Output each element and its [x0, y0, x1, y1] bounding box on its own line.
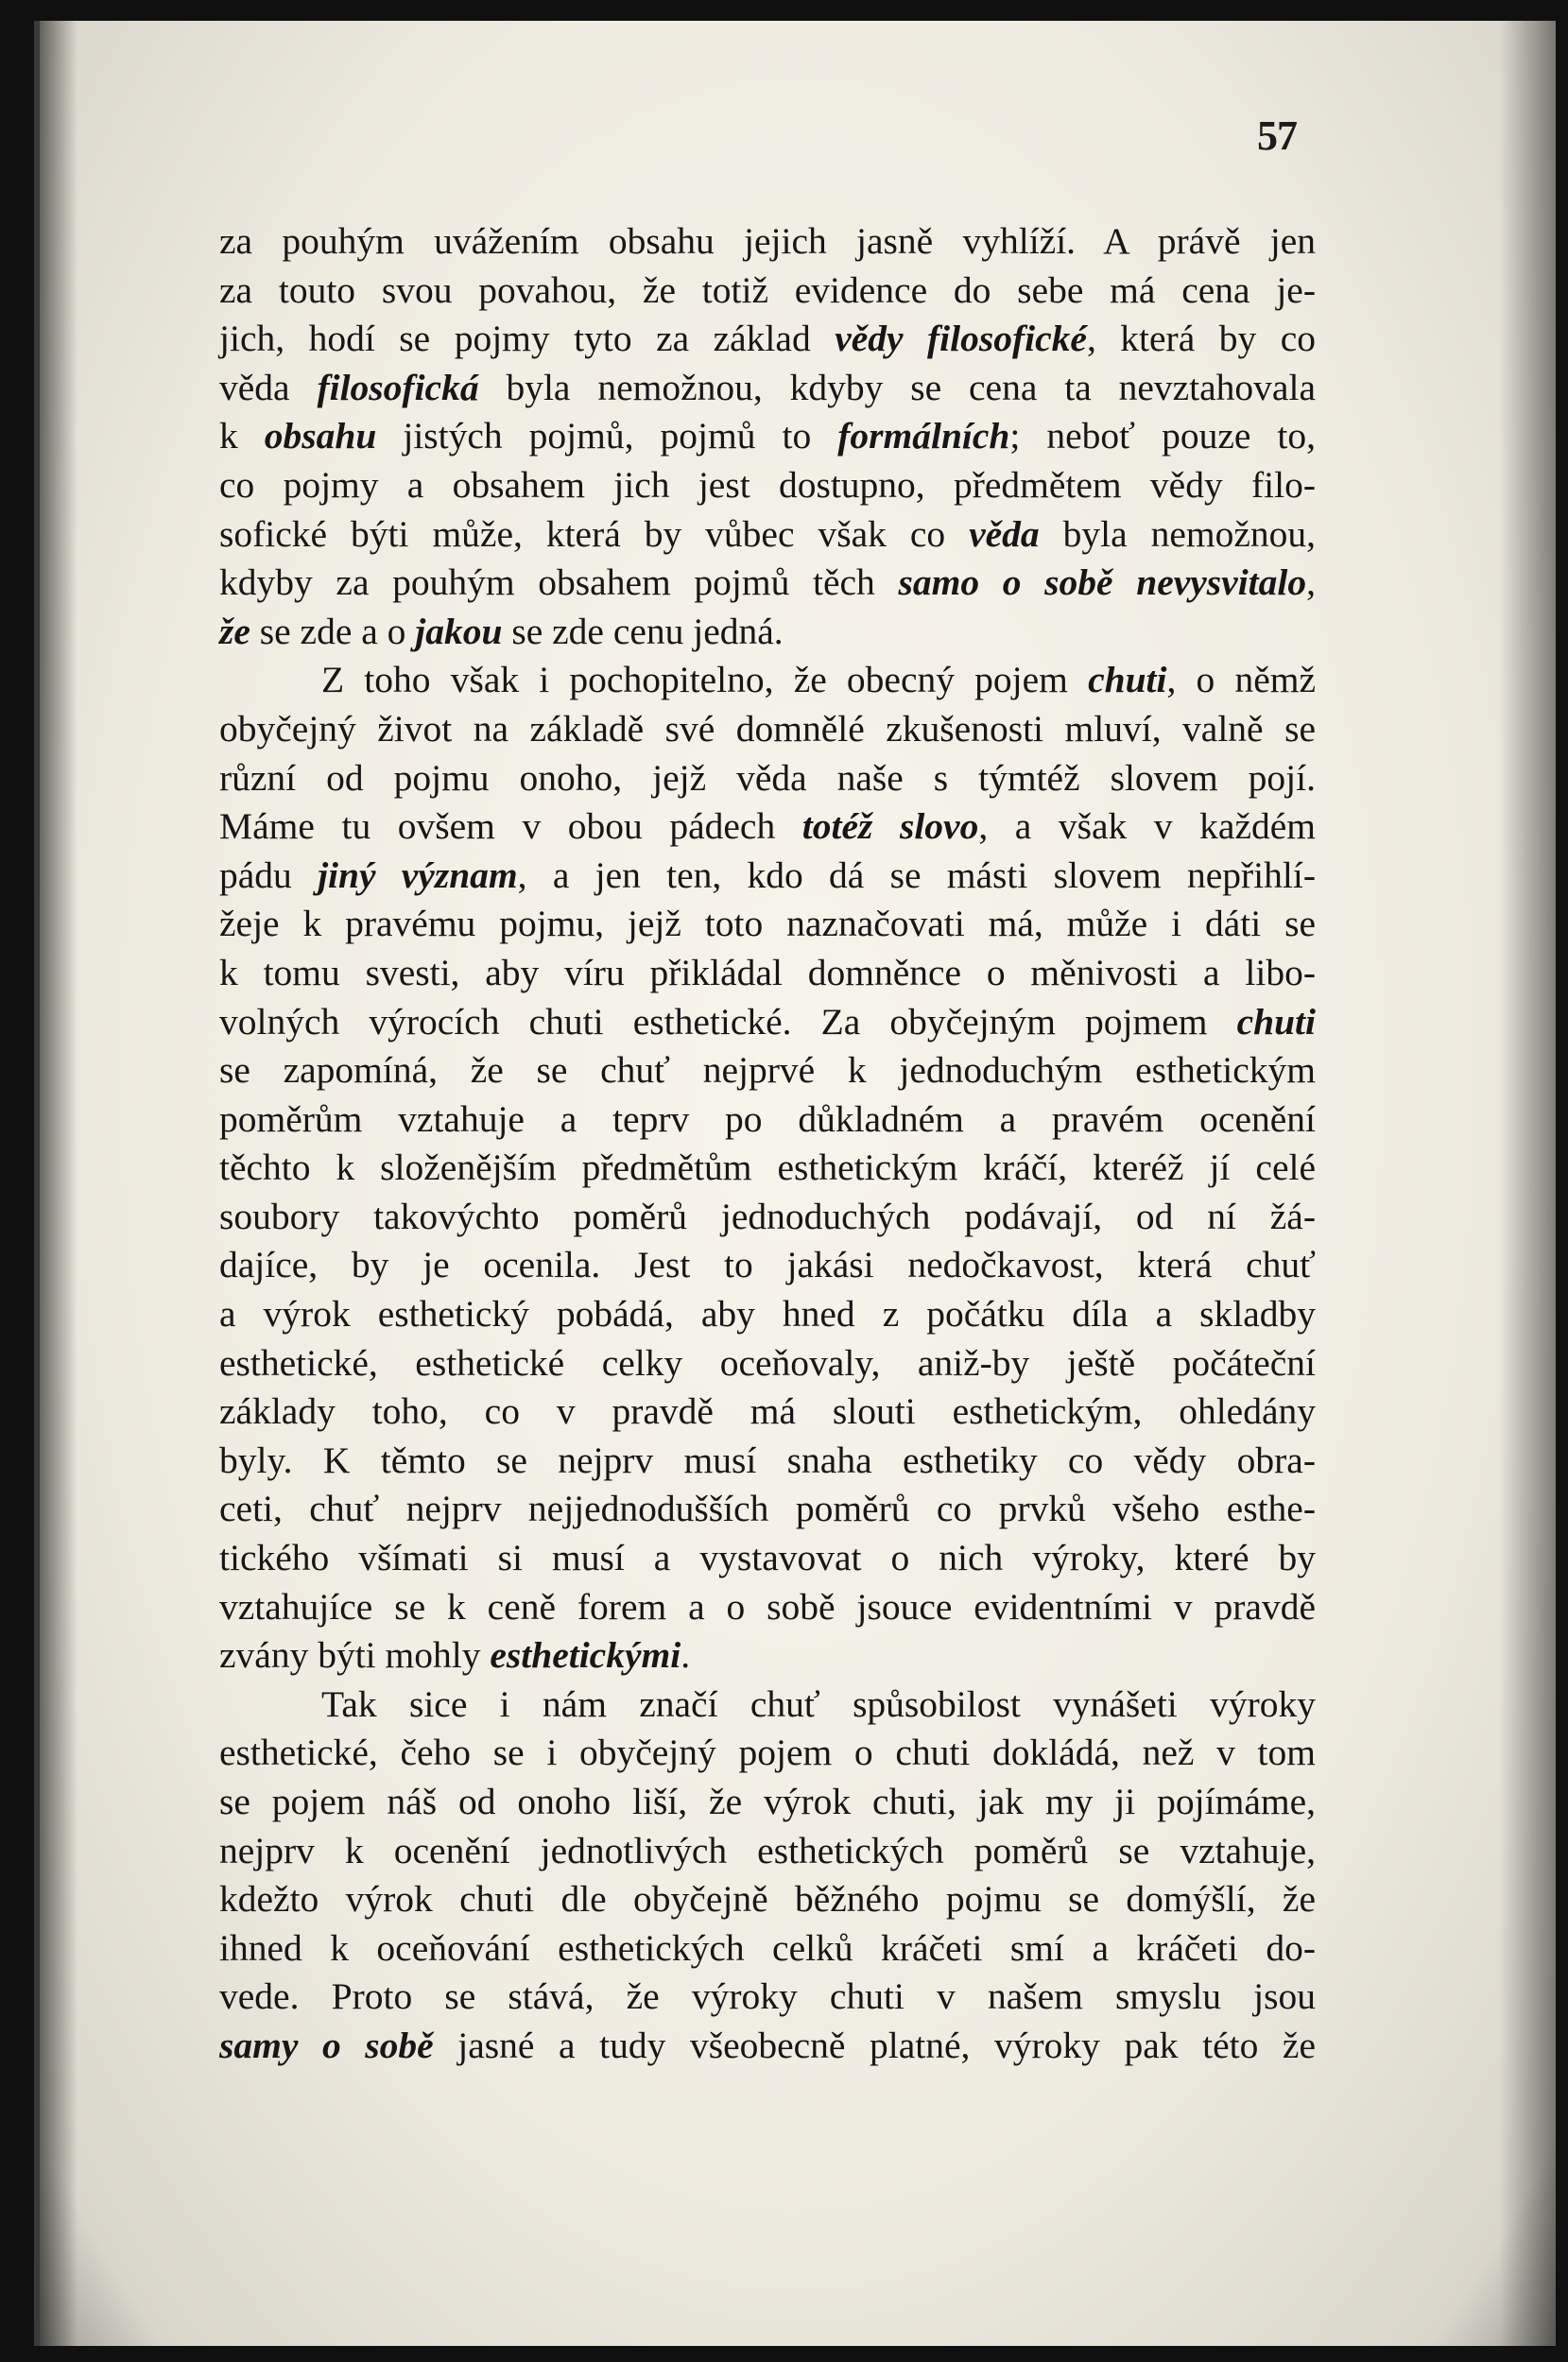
page-number: 57: [1257, 112, 1297, 159]
text-run: vztahujíce se k ceně forem a o sobě jsouce evidentními v pravdě: [219, 1585, 1316, 1628]
text-run: dajíce, by je ocenila. Jest to jakási nedočkavost, která chuť: [219, 1244, 1316, 1286]
text-run: žeje k pravému pojmu, jejž toto naznačovati má, může i dáti se: [219, 903, 1316, 945]
text-line: [219, 949, 1316, 998]
italic-run: jiný význam: [318, 853, 518, 896]
text-line: [219, 1924, 1316, 1974]
text-run: věda: [219, 366, 318, 408]
text-run: byla nemožnou,: [1039, 512, 1317, 555]
italic-run: chuti: [1088, 659, 1167, 701]
text-run: těchto k složenějším předmětům esthetickým kráčí, kteréž jí celé: [219, 1147, 1316, 1189]
text-run: jich, hodí se pojmy tyto za základ: [219, 318, 836, 360]
text-line: [219, 559, 1316, 608]
text-run: volných výrocích chuti esthetické. Za obyčejným pojmem: [219, 1000, 1237, 1043]
text-run: a výrok esthetický pobádá, aby hned z počátku díla a skladby: [219, 1293, 1316, 1336]
italic-run: esthetickými: [490, 1634, 681, 1677]
italic-run: vědy filosofické: [835, 318, 1087, 360]
text-run: ; neboť pouze to,: [1009, 415, 1316, 457]
text-run: Máme tu ovšem v obou pádech: [219, 805, 802, 848]
text-run: poměrům vztahuje a teprv po důkladném a pravém ocenění: [219, 1097, 1316, 1140]
text-run: , která by co: [1086, 318, 1316, 360]
text-line: [219, 217, 1316, 267]
italic-run: filosofická: [317, 366, 479, 408]
text-line: [219, 1875, 1316, 1924]
text-run: tického všímati si musí a vystavovat o nich výroky, které by: [219, 1537, 1316, 1579]
text-line: [219, 1534, 1316, 1583]
text-line: [219, 1485, 1316, 1534]
text-run: pádu: [219, 853, 319, 896]
text-line: [219, 656, 1316, 705]
text-line: [219, 2022, 1316, 2071]
text-line: [219, 267, 1316, 316]
edge-shadow: [1499, 21, 1556, 2346]
text-run: Tak sice i nám značí chuť spůsobilost vynášeti výroky: [321, 1682, 1316, 1725]
text-run: esthetické, esthetické celky oceňovaly, aniž-by ještě počáteční: [219, 1341, 1316, 1384]
text-line: [219, 1827, 1316, 1876]
text-line: [219, 1729, 1316, 1778]
text-line: [219, 1095, 1316, 1145]
italic-run: samy o sobě: [219, 2024, 434, 2066]
text-run: se zde cenu jedná.: [502, 610, 784, 652]
text-run: , a však v každém: [978, 805, 1317, 848]
text-run: obyčejný život na základě své domnělé zkušenosti mluví, valně se: [219, 707, 1316, 750]
text-run: ,: [1306, 561, 1316, 604]
text-line: [219, 1339, 1316, 1388]
text-line: [219, 315, 1316, 364]
text-run: k: [219, 415, 265, 457]
text-line: [219, 1193, 1316, 1242]
text-line: [219, 510, 1316, 560]
text-line: [219, 998, 1316, 1047]
text-run: .: [681, 1634, 691, 1677]
text-line: [219, 1631, 1316, 1681]
text-line: [219, 754, 1316, 803]
body-text: [219, 217, 1316, 2071]
text-line: [219, 1046, 1316, 1095]
text-line: [219, 1778, 1316, 1827]
text-run: k tomu svesti, aby víru přikládal domněnce o měnivosti a libo-: [219, 951, 1316, 993]
text-line: [219, 608, 1316, 657]
text-run: se pojem náš od onoho liší, že výrok chuti, jak my ji pojímáme,: [219, 1781, 1316, 1822]
text-line: [219, 461, 1316, 510]
text-run: , o němž: [1166, 659, 1317, 701]
italic-run: totéž slovo: [801, 805, 979, 848]
text-run: vede. Proto se stává, že výroky chuti v našem smyslu jsou: [219, 1975, 1316, 2018]
text-line: [219, 364, 1316, 413]
spine-shadow: [40, 21, 78, 2346]
italic-run: samo o sobě nevysvitalo: [898, 561, 1307, 604]
text-run: soubory takovýchto poměrů jednoduchých podávají, od ní žá-: [219, 1195, 1316, 1237]
italic-run: formálních: [837, 415, 1010, 457]
text-run: , a jen ten, kdo dá se másti slovem nepřihlí-: [517, 853, 1316, 896]
text-run: co pojmy a obsahem jich jest dostupno, předmětem vědy filo-: [219, 463, 1316, 506]
text-run: kdyby za pouhým obsahem pojmů těch: [219, 561, 899, 604]
text-run: sofické býti může, která by vůbec však co: [219, 512, 970, 555]
text-run: ihned k oceňování esthetických celků kráčeti smí a kráčeti do-: [219, 1926, 1316, 1969]
text-run: zvány býti mohly: [219, 1634, 491, 1677]
text-line: [219, 1681, 1316, 1730]
italic-run: věda: [969, 512, 1040, 555]
text-line: [219, 852, 1316, 901]
text-run: jistých pojmů, pojmů to: [376, 415, 838, 457]
text-line: [219, 1437, 1316, 1486]
italic-run: chuti: [1236, 1000, 1316, 1043]
italic-run: jakou: [415, 610, 503, 652]
text-line: [219, 1973, 1316, 2022]
text-run: různí od pojmu onoho, jejž věda naše s týmtéž slovem pojí.: [219, 756, 1316, 799]
text-line: [219, 412, 1316, 461]
text-run: Z toho však i pochopitelno, že obecný pojem: [321, 659, 1089, 701]
text-run: ceti, chuť nejprv nejjednodušších poměrů co prvků všeho esthe-: [219, 1488, 1316, 1530]
text-line: [219, 1388, 1316, 1437]
text-run: za pouhým uvážením obsahu jejich jasně vyhlíží. A právě jen: [219, 220, 1316, 262]
text-run: jasné a tudy všeobecně platné, výroky pak této že: [433, 2024, 1316, 2066]
italic-run: obsahu: [264, 415, 377, 457]
text-line: [219, 1290, 1316, 1339]
text-run: kdežto výrok chuti dle obyčejně běžného pojmu se domýšlí, že: [219, 1878, 1316, 1921]
text-line: [219, 1583, 1316, 1632]
text-run: byly. K těmto se nejprv musí snaha esthetiky co vědy obra-: [219, 1439, 1316, 1481]
text-line: [219, 705, 1316, 754]
text-run: esthetické, čeho se i obyčejný pojem o chuti dokládá, než v tom: [219, 1732, 1316, 1774]
text-run: základy toho, co v pravdě má slouti esthetickým, ohledány: [219, 1390, 1316, 1433]
text-run: za touto svou povahou, že totiž evidence do sebe má cena je-: [219, 268, 1316, 311]
text-run: byla nemožnou, kdyby se cena ta nevztahovala: [478, 366, 1316, 408]
text-line: [219, 900, 1316, 949]
italic-run: že: [219, 610, 250, 652]
text-line: [219, 1241, 1316, 1290]
text-line: [219, 1144, 1316, 1193]
text-run: se zapomíná, že se chuť nejprvé k jednoduchým esthetickým: [219, 1049, 1316, 1092]
text-run: se zde a o: [250, 610, 416, 652]
text-line: [219, 802, 1316, 852]
text-run: nejprv k ocenění jednotlivých esthetických poměrů se vztahuje,: [219, 1829, 1316, 1871]
